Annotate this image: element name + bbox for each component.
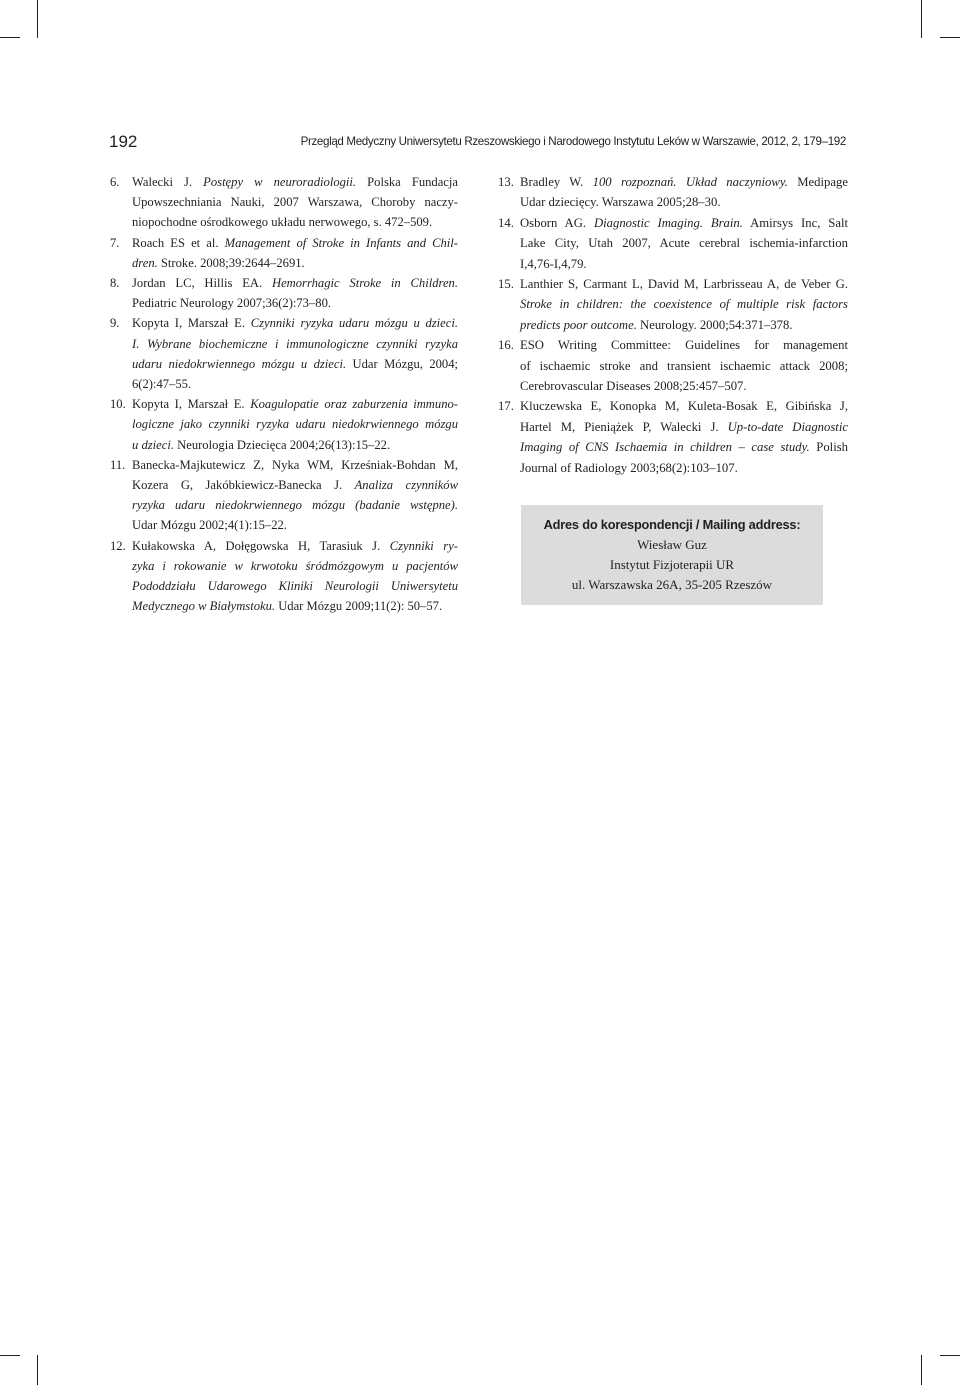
reference-12 [110,536,458,617]
reference-number: 8. [110,276,120,291]
reference-text: Banecka-Majkutewicz Z, Nyka WM, Krześniak-Bohdan M, Kozera G, Jakóbkiewicz-Banecka J. Analiza czynników ryzyka udaru niedokrwiennego mózgu (badanie wstępne). Udar Mózgu 2002;4(1):15–22. [132,457,458,533]
crop-mark [0,1355,20,1356]
reference-text: Roach ES et al. Management of Stroke in Infants and Chil- dren. Stroke. 2008;39:2644–2691. [132,235,458,270]
crop-mark [940,1355,960,1356]
correspondence-institution: Instytut Fizjoterapii UR [609,557,735,572]
reference-text: Kułakowska A, Dołęgowska H, Tarasiuk J. Czynniki ry- zyka i rokowanie w krwotoku śródmózgowym u pacjentów Pododdziału Udarowego Kliniki Neurologii Uniwersytetu Medycznego w Białymstoku. Udar Mózgu 2009;11(2): 50–57. [132,538,458,614]
reference-number: 6. [110,175,120,189]
reference-6 [110,172,458,233]
reference-number: 17. [498,399,514,414]
correspondence-street: ul. Warszawska 26A, 35-205 Rzeszów [571,577,773,592]
reference-14 [498,213,848,274]
running-head: Przegląd Medyczny Uniwersytetu Rzeszowskiego i Narodowego Instytutu Leków w Warszawie, 2012, 2, 179–192 [300,135,846,148]
reference-list-right [498,172,848,478]
crop-mark [921,0,922,38]
correspondence-title: Adres do korespondencji / Mailing address: [543,517,801,532]
reference-7 [110,233,458,273]
crop-mark [37,1355,38,1385]
reference-text: Lanthier S, Carmant L, David M, Larbrisseau A, de Veber G. Stroke in children: the coexistence of multiple risk factors predicts poor outcome. Neurology. 2000;54:371–378. [520,277,848,332]
reference-text: Kopyta I, Marszał E. Czynniki ryzyka udaru mózgu u dzieci. I. Wybrane biochemiczne i immunologiczne czynniki ryzyka udaru niedokrwiennego mózgu u dzieci. Udar Mózgu, 2004; 6(2):47–55. [132,316,459,392]
reference-list-left [110,172,458,616]
reference-number: 12. [110,538,126,553]
reference-text: Kopyta I, Marszał E. Koagulopatie oraz zaburzenia immuno- logiczne jako czynniki ryzyka udaru niedokrwiennego mózgu u dzieci. Neurologia Dziecięca 2004;26(13):15–22. [132,397,458,452]
reference-13 [498,172,848,213]
reference-number: 11. [110,457,126,472]
crop-mark [0,37,20,38]
reference-number: 10. [110,397,126,412]
reference-number: 15. [498,277,514,292]
reference-number: 16. [498,338,514,353]
crop-mark [37,0,38,38]
page-number: 192 [109,132,138,151]
reference-text: ESO Writing Committee: Guidelines for management of ischaemic stroke and transient ischaemic attack 2008; Cerebrovascular Diseases 2008;25:457–507. [520,338,848,394]
reference-8 [110,273,458,313]
reference-number: 14. [498,215,514,230]
reference-number: 13. [498,175,514,189]
reference-9 [110,313,458,394]
crop-mark [921,1355,922,1385]
reference-15 [498,274,848,335]
reference-16 [498,335,848,396]
correspondence-name: Wiesław Guz [637,537,707,552]
reference-number: 7. [110,235,120,250]
reference-11 [110,455,458,536]
reference-text: Jordan LC, Hillis EA. Hemorrhagic Stroke in Children. Pediatric Neurology 2007;36(2):73–80. [132,276,458,311]
crop-mark [940,37,960,38]
reference-text: Walecki J. Postępy w neuroradiologii. Polska Fundacja Upowszechniania Nauki, 2007 Warszawa, Choroby naczy- niopochodne ośrodkowego układu nerwowego, s. 472–509. [132,175,458,230]
page-header [109,131,846,155]
reference-number: 9. [110,316,120,331]
reference-text: Kluczewska E, Konopka M, Kuleta-Bosak E, Gibińska J, Hartel M, Pieniążek P, Walecki J. Up-to-date Diagnostic Imaging of CNS Ischaemia in children – case study. Polish Journal of Radiology 2003;68(2):103–107. [520,399,849,475]
reference-10 [110,394,458,455]
reference-17 [498,396,848,478]
reference-text: Bradley W. 100 rozpoznań. Układ naczyniowy. Medipage Udar dziecięcy. Warszawa 2005;28–30. [520,175,848,210]
reference-text: Osborn AG. Diagnostic Imaging. Brain. Amirsys Inc, Salt Lake City, Utah 2007, Acute cerebral ischemia-infarction I,4,76-I,4,79. [520,215,849,271]
correspondence-box [521,505,823,605]
